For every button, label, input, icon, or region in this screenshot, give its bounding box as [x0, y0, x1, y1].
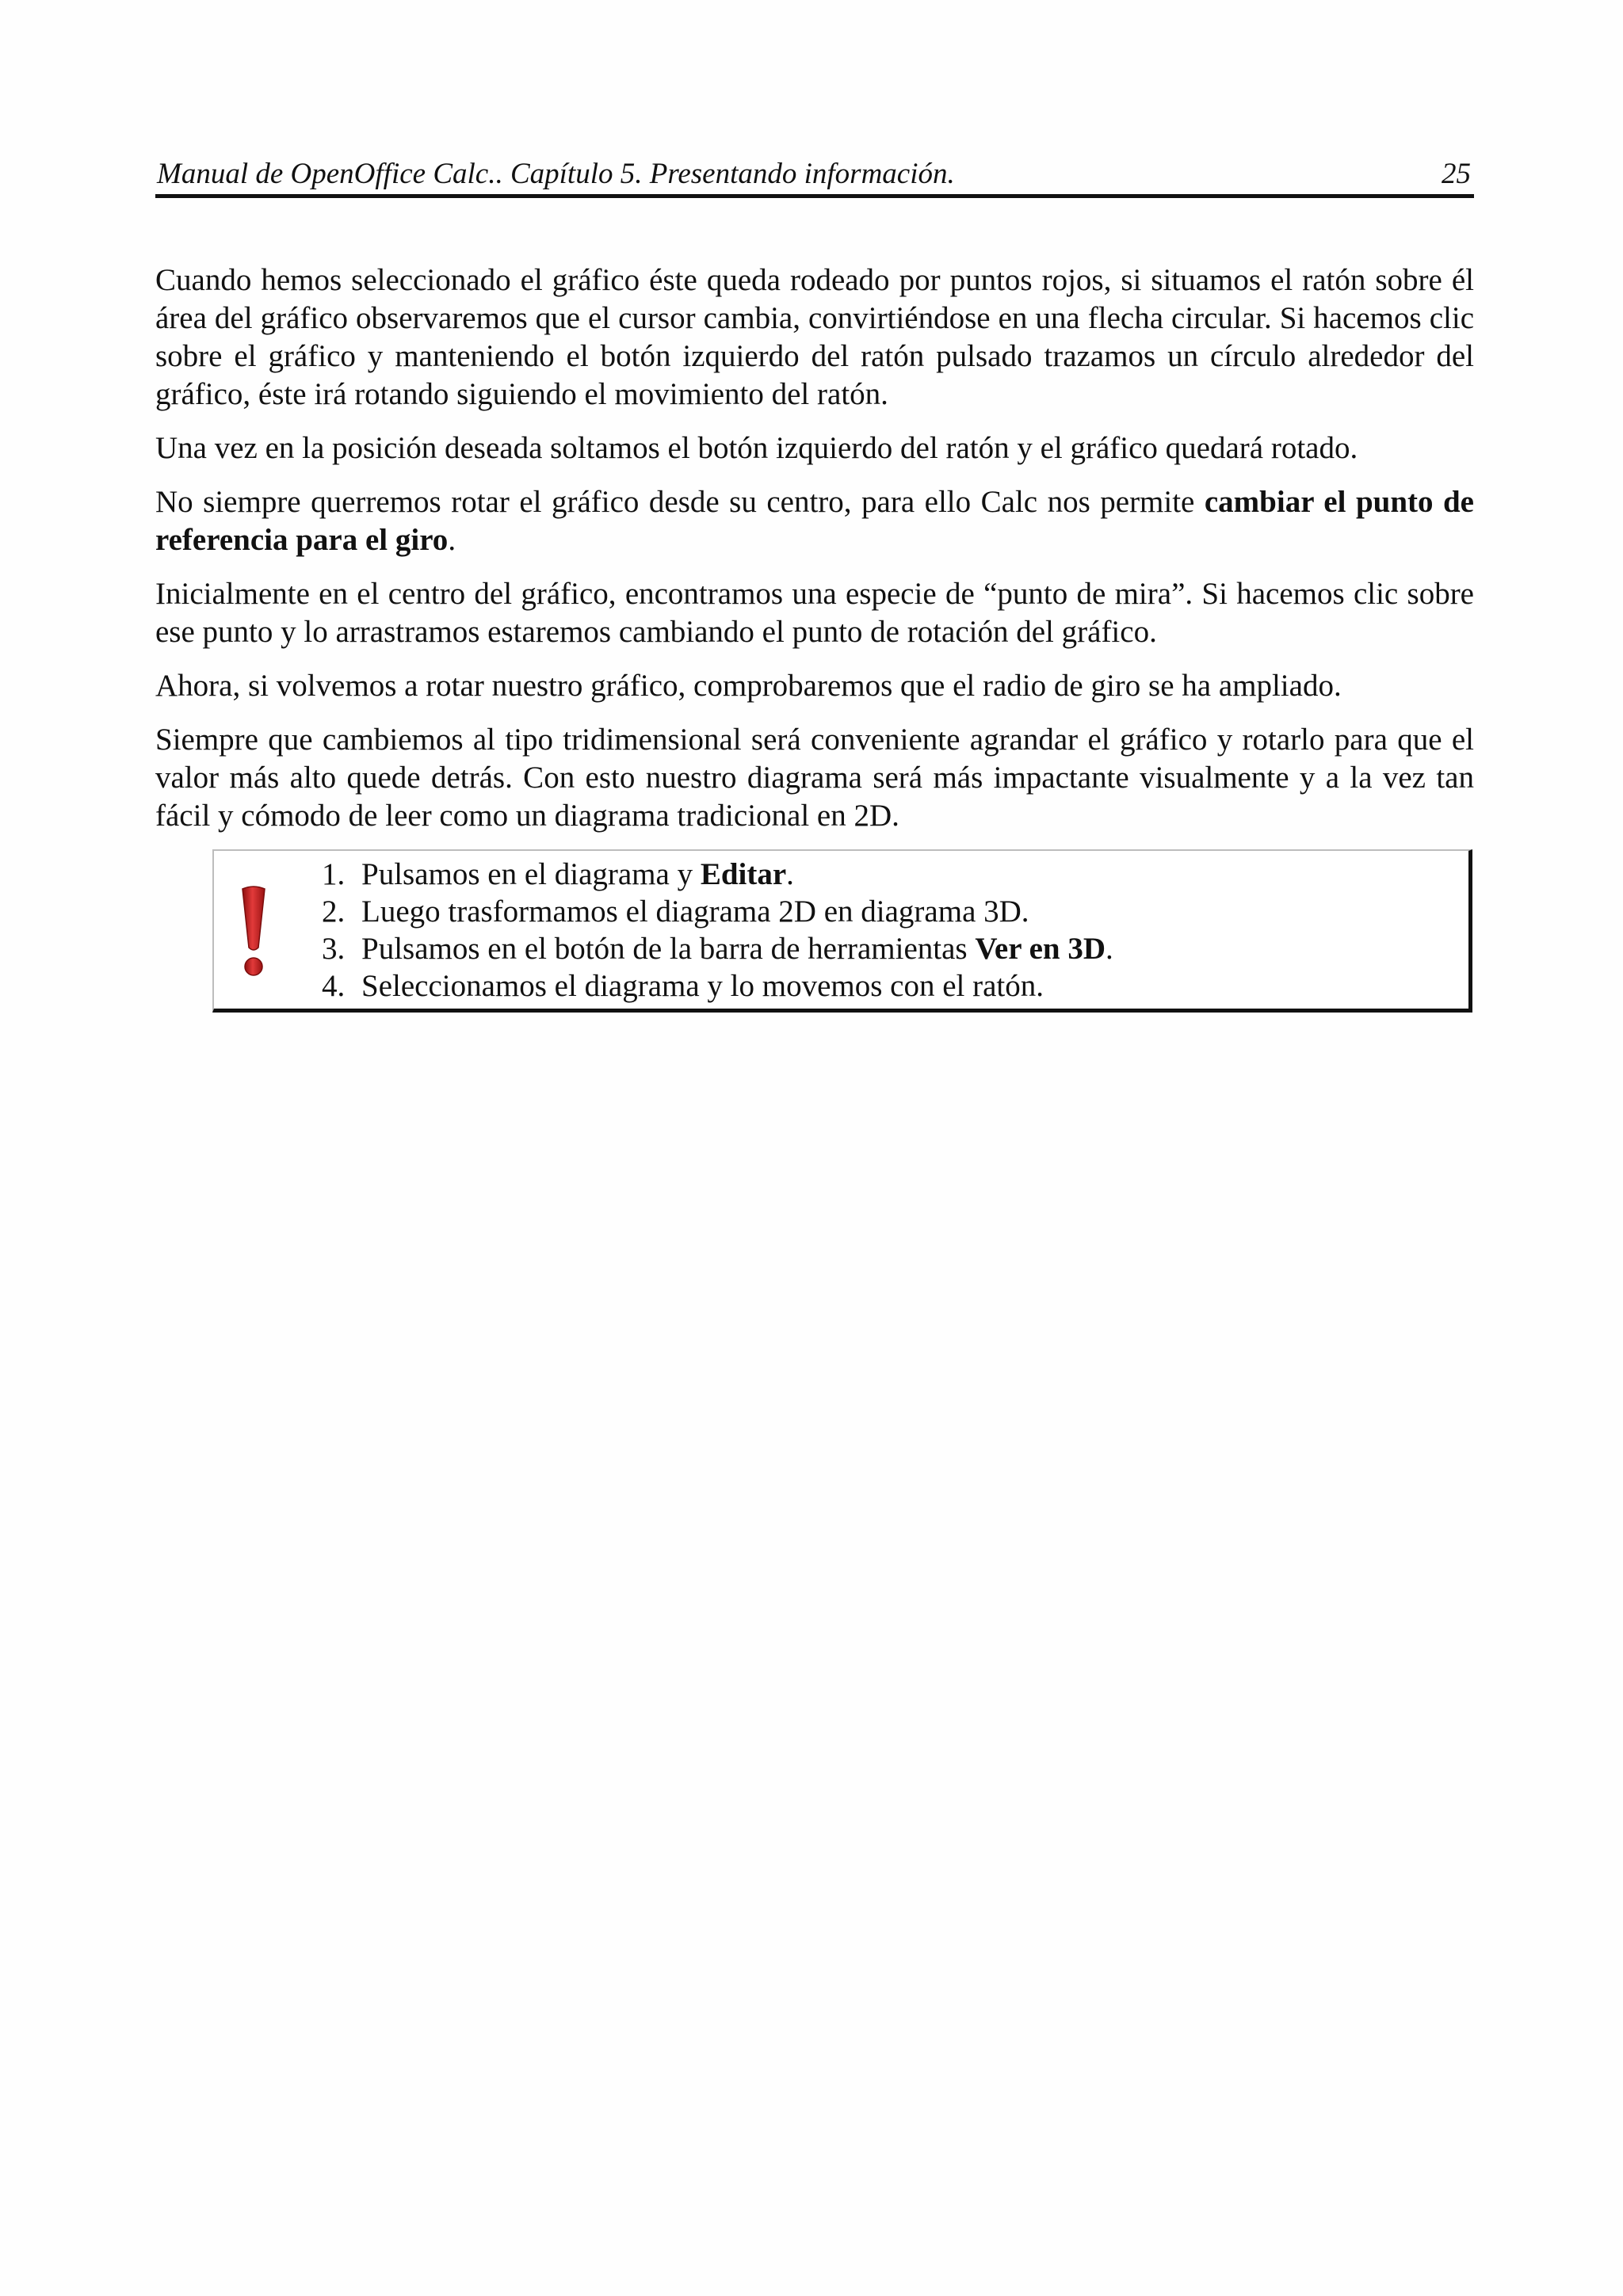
paragraph-release-button: Una vez en la posición deseada soltamos el botón izquierdo del ratón y el gráfico quedará rotado. — [155, 431, 1358, 465]
step-text: Pulsamos en el botón de la barra de herramientas — [361, 932, 976, 966]
exclamation-icon — [238, 886, 269, 979]
paragraph-rotation-cursor: Cuando hemos seleccionado el gráfico éste queda rodeado por puntos rojos, si situamos el ratón sobre él área del gráfico observaremos que el cursor cambia, convirtiéndose en una flecha circular. Si hacemos clic sobre el gráfico y manteniendo el botón izquierdo del ratón pulsado trazamos un círculo alrededor del gráfico, éste irá rotando siguiendo el movimiento del ratón. — [155, 263, 1474, 411]
note-box — [212, 849, 1472, 1013]
step-item — [322, 856, 1113, 893]
header-title: Manual de OpenOffice Calc.. Capítulo 5. Presentando información. — [157, 158, 955, 190]
step-number: 2. — [322, 894, 346, 929]
step-number: 4. — [322, 969, 346, 1003]
step-item — [322, 967, 1113, 1005]
step-item — [322, 893, 1113, 930]
step-end: . — [786, 857, 794, 891]
paragraph-reference-point — [155, 483, 1474, 559]
paragraph-reference-point-end: . — [448, 523, 456, 557]
body-text — [155, 261, 1474, 851]
page-header — [155, 151, 1474, 198]
step-item — [322, 930, 1113, 967]
step-text: Seleccionamos el diagrama y lo movemos con el ratón. — [361, 969, 1044, 1003]
step-bold: Editar — [700, 857, 787, 891]
steps-list — [322, 856, 1113, 1005]
paragraph-crosshair: Inicialmente en el centro del gráfico, encontramos una especie de “punto de mira”. Si hacemos clic sobre ese punto y lo arrastramos estaremos cambiando el punto de rotación del gráfico. — [155, 577, 1474, 649]
step-number: 1. — [322, 857, 346, 891]
step-end: . — [1106, 932, 1113, 966]
paragraph-radius: Ahora, si volvemos a rotar nuestro gráfico, comprobaremos que el radio de giro se ha ampliado. — [155, 669, 1342, 703]
page-number: 25 — [1442, 158, 1471, 190]
paragraph-3d-tip: Siempre que cambiemos al tipo tridimensional será conveniente agrandar el gráfico y rotarlo para que el valor más alto quede detrás. Con esto nuestro diagrama será más impactante visualmente y a la vez tan fácil y cómodo de leer como un diagrama tradicional en 2D. — [155, 723, 1474, 833]
paragraph-reference-point-bold: cambiar el punto de referencia para el giro — [155, 485, 1474, 557]
step-text: Luego trasformamos el diagrama 2D en diagrama 3D. — [361, 894, 1029, 929]
step-bold: Ver en 3D — [975, 932, 1106, 966]
paragraph-reference-point-text: No siempre querremos rotar el gráfico desde su centro, para ello Calc nos permite — [155, 485, 1205, 519]
step-number: 3. — [322, 932, 346, 966]
step-text: Pulsamos en el diagrama y — [361, 857, 701, 891]
